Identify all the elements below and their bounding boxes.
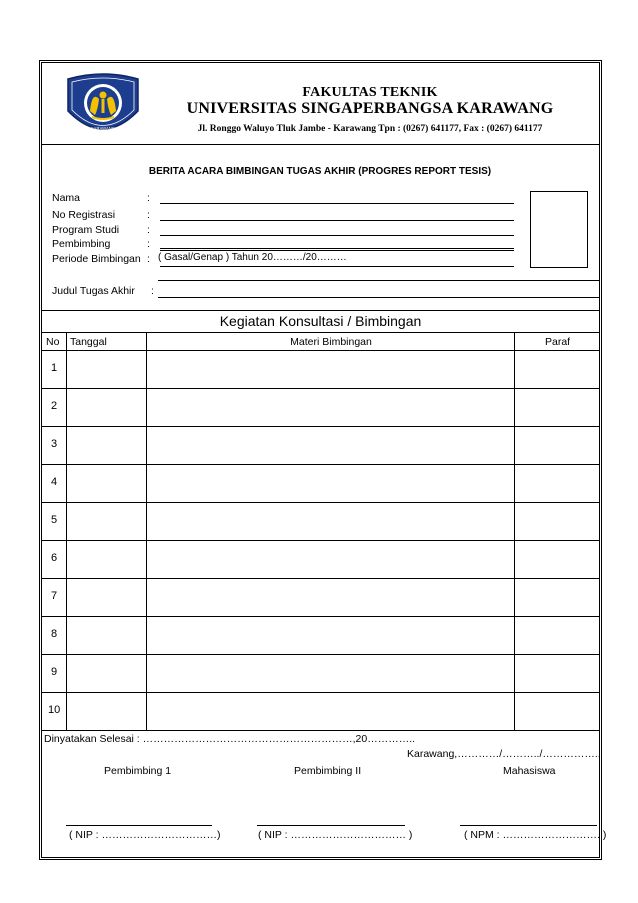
- row-number-10: 10: [48, 704, 61, 716]
- fields-divider: [41, 310, 600, 311]
- row-number-9: 9: [51, 666, 58, 678]
- signature-line-1[interactable]: [66, 825, 212, 826]
- row-line: [41, 388, 600, 389]
- table-header-bottom: [41, 350, 600, 351]
- signer-pembimbing-2: Pembimbing II: [294, 765, 362, 777]
- colon-judul: :: [151, 285, 154, 297]
- col-header-tanggal: Tanggal: [70, 336, 107, 348]
- table-bottom-border: [41, 730, 600, 731]
- colon-program-studi: :: [147, 224, 150, 236]
- col-header-no: No: [46, 336, 60, 348]
- signer-pembimbing-1: Pembimbing 1: [104, 765, 172, 777]
- university-name: UNIVERSITAS SINGAPERBANGSA KARAWANG: [186, 100, 554, 117]
- row-number-6: 6: [51, 552, 58, 564]
- signature-line-2[interactable]: [257, 825, 405, 826]
- col-divider-tanggal-header: [146, 332, 147, 350]
- input-program-studi[interactable]: [160, 235, 514, 236]
- faculty-name: FAKULTAS TEKNIK: [302, 85, 438, 100]
- colon-periode: :: [147, 253, 150, 265]
- input-no-registrasi[interactable]: [160, 220, 514, 221]
- label-judul: Judul Tugas Akhir: [52, 285, 135, 297]
- photo-box: [530, 191, 588, 268]
- col-header-paraf: Paraf: [545, 336, 571, 348]
- col-divider-no-header: [66, 332, 67, 350]
- university-logo-icon: [62, 71, 144, 141]
- input-judul-line1[interactable]: [158, 280, 600, 281]
- colon-nama: :: [147, 192, 150, 204]
- label-program-studi: Program Studi: [52, 224, 120, 236]
- row-number-7: 7: [51, 590, 58, 602]
- row-number-5: 5: [51, 514, 58, 526]
- periode-value: ( Gasal/Genap ) Tahun 20………/20………: [158, 252, 347, 263]
- row-line: [41, 692, 600, 693]
- report-title: BERITA ACARA BIMBINGAN TUGAS AKHIR (PROGRES REPORT TESIS): [148, 166, 492, 177]
- col-divider-materi-header: [514, 332, 515, 350]
- row-line: [41, 464, 600, 465]
- colon-no-registrasi: :: [147, 209, 150, 221]
- input-pembimbing[interactable]: [160, 248, 514, 251]
- row-line: [41, 578, 600, 579]
- input-periode[interactable]: [160, 266, 514, 267]
- university-address: Jl. Ronggo Waluyo Tluk Jambe - Karawang Tpn : (0267) 641177, Fax : (0267) 641177: [197, 124, 543, 134]
- npm-mahasiswa: ( NPM : ………………………. ): [464, 829, 607, 841]
- colon-pembimbing: :: [147, 238, 150, 250]
- svg-text:KARAWANG: KARAWANG: [90, 126, 116, 131]
- label-periode: Periode Bimbingan: [52, 253, 141, 265]
- signature-line-3[interactable]: [460, 825, 597, 826]
- section-title: Kegiatan Konsultasi / Bimbingan: [219, 313, 422, 329]
- input-nama[interactable]: [160, 203, 514, 204]
- place-date: Karawang,…………/………../……………..: [407, 748, 601, 760]
- row-line: [41, 426, 600, 427]
- nip-pembimbing-1: ( NIP : ……………………………): [69, 829, 221, 841]
- input-judul-line2[interactable]: [158, 297, 600, 298]
- label-pembimbing: Pembimbing: [52, 238, 111, 250]
- row-number-3: 3: [51, 438, 58, 450]
- row-line: [41, 616, 600, 617]
- row-number-1: 1: [51, 362, 58, 374]
- table-top-border: [41, 332, 600, 333]
- col-header-materi: Materi Bimbingan: [290, 336, 372, 348]
- row-number-2: 2: [51, 400, 58, 412]
- label-nama: Nama: [52, 192, 81, 204]
- row-number-4: 4: [51, 476, 58, 488]
- row-number-8: 8: [51, 628, 58, 640]
- completion-statement: Dinyatakan Selesai : ……………………………………………………,20…………..: [44, 733, 416, 745]
- row-line: [41, 540, 600, 541]
- label-no-registrasi: No Registrasi: [52, 209, 116, 221]
- signer-mahasiswa: Mahasiswa: [503, 765, 556, 777]
- row-line: [41, 654, 600, 655]
- header-divider: [41, 144, 600, 145]
- nip-pembimbing-2: ( NIP : …………………………… ): [258, 829, 413, 841]
- row-line: [41, 502, 600, 503]
